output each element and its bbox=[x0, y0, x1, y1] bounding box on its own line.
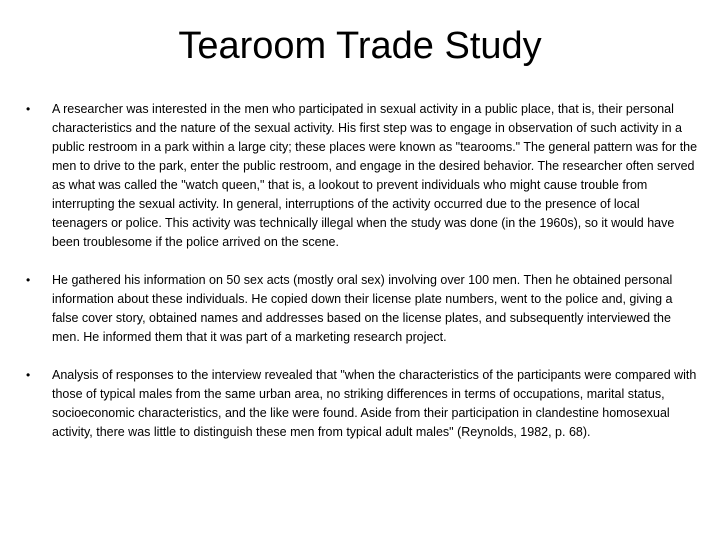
bullet-item bbox=[26, 271, 698, 347]
bullet-icon: • bbox=[26, 102, 31, 116]
bullet-text: He gathered his information on 50 sex acts (mostly oral sex) involving over 100 men. Then he obtained personal information about these individuals. He copied down their license plate numbers, went to the police and, giving a false cover story, obtained names and addresses based on the license plates, and subsequently interviewed the men. He informed them that it was part of a marketing research project. bbox=[52, 273, 673, 344]
bullet-icon: • bbox=[26, 368, 31, 382]
slide-title: Tearoom Trade Study bbox=[178, 25, 542, 67]
bullet-text: Analysis of responses to the interview revealed that "when the characteristics of the participants were compared with those of typical males from the same urban area, no striking differences in terms of occupations, marital status, socioeconomic characteristics, and the like were found. Aside from their participation in clandestine homosexual activity, there was little to distinguish these men from typical adult males" (Reynolds, 1982, p. 68). bbox=[52, 368, 697, 439]
bullet-icon: • bbox=[26, 273, 31, 287]
bullet-text: A researcher was interested in the men who participated in sexual activity in a public place, that is, their personal characteristics and the nature of the sexual activity. His first step was to engage in observation of such activity in a public restroom in a park within a large city; these places were known as "tearooms." The general pattern was for the men to drive to the park, enter the public restroom, and engage in the desired behavior. The researcher often served as what was called the "watch queen," that is, a lookout to prevent individuals who might cause trouble from interrupting the sexual activity. In general, interruptions of the activity occurred due to the presence of local teenagers or police. This activity was technically illegal when the study was done (in the 1960s), so it would have been troublesome if the police arrived on the scene. bbox=[52, 102, 698, 249]
bullet-list bbox=[26, 100, 698, 461]
bullet-item bbox=[26, 366, 698, 442]
bullet-item bbox=[26, 100, 698, 252]
